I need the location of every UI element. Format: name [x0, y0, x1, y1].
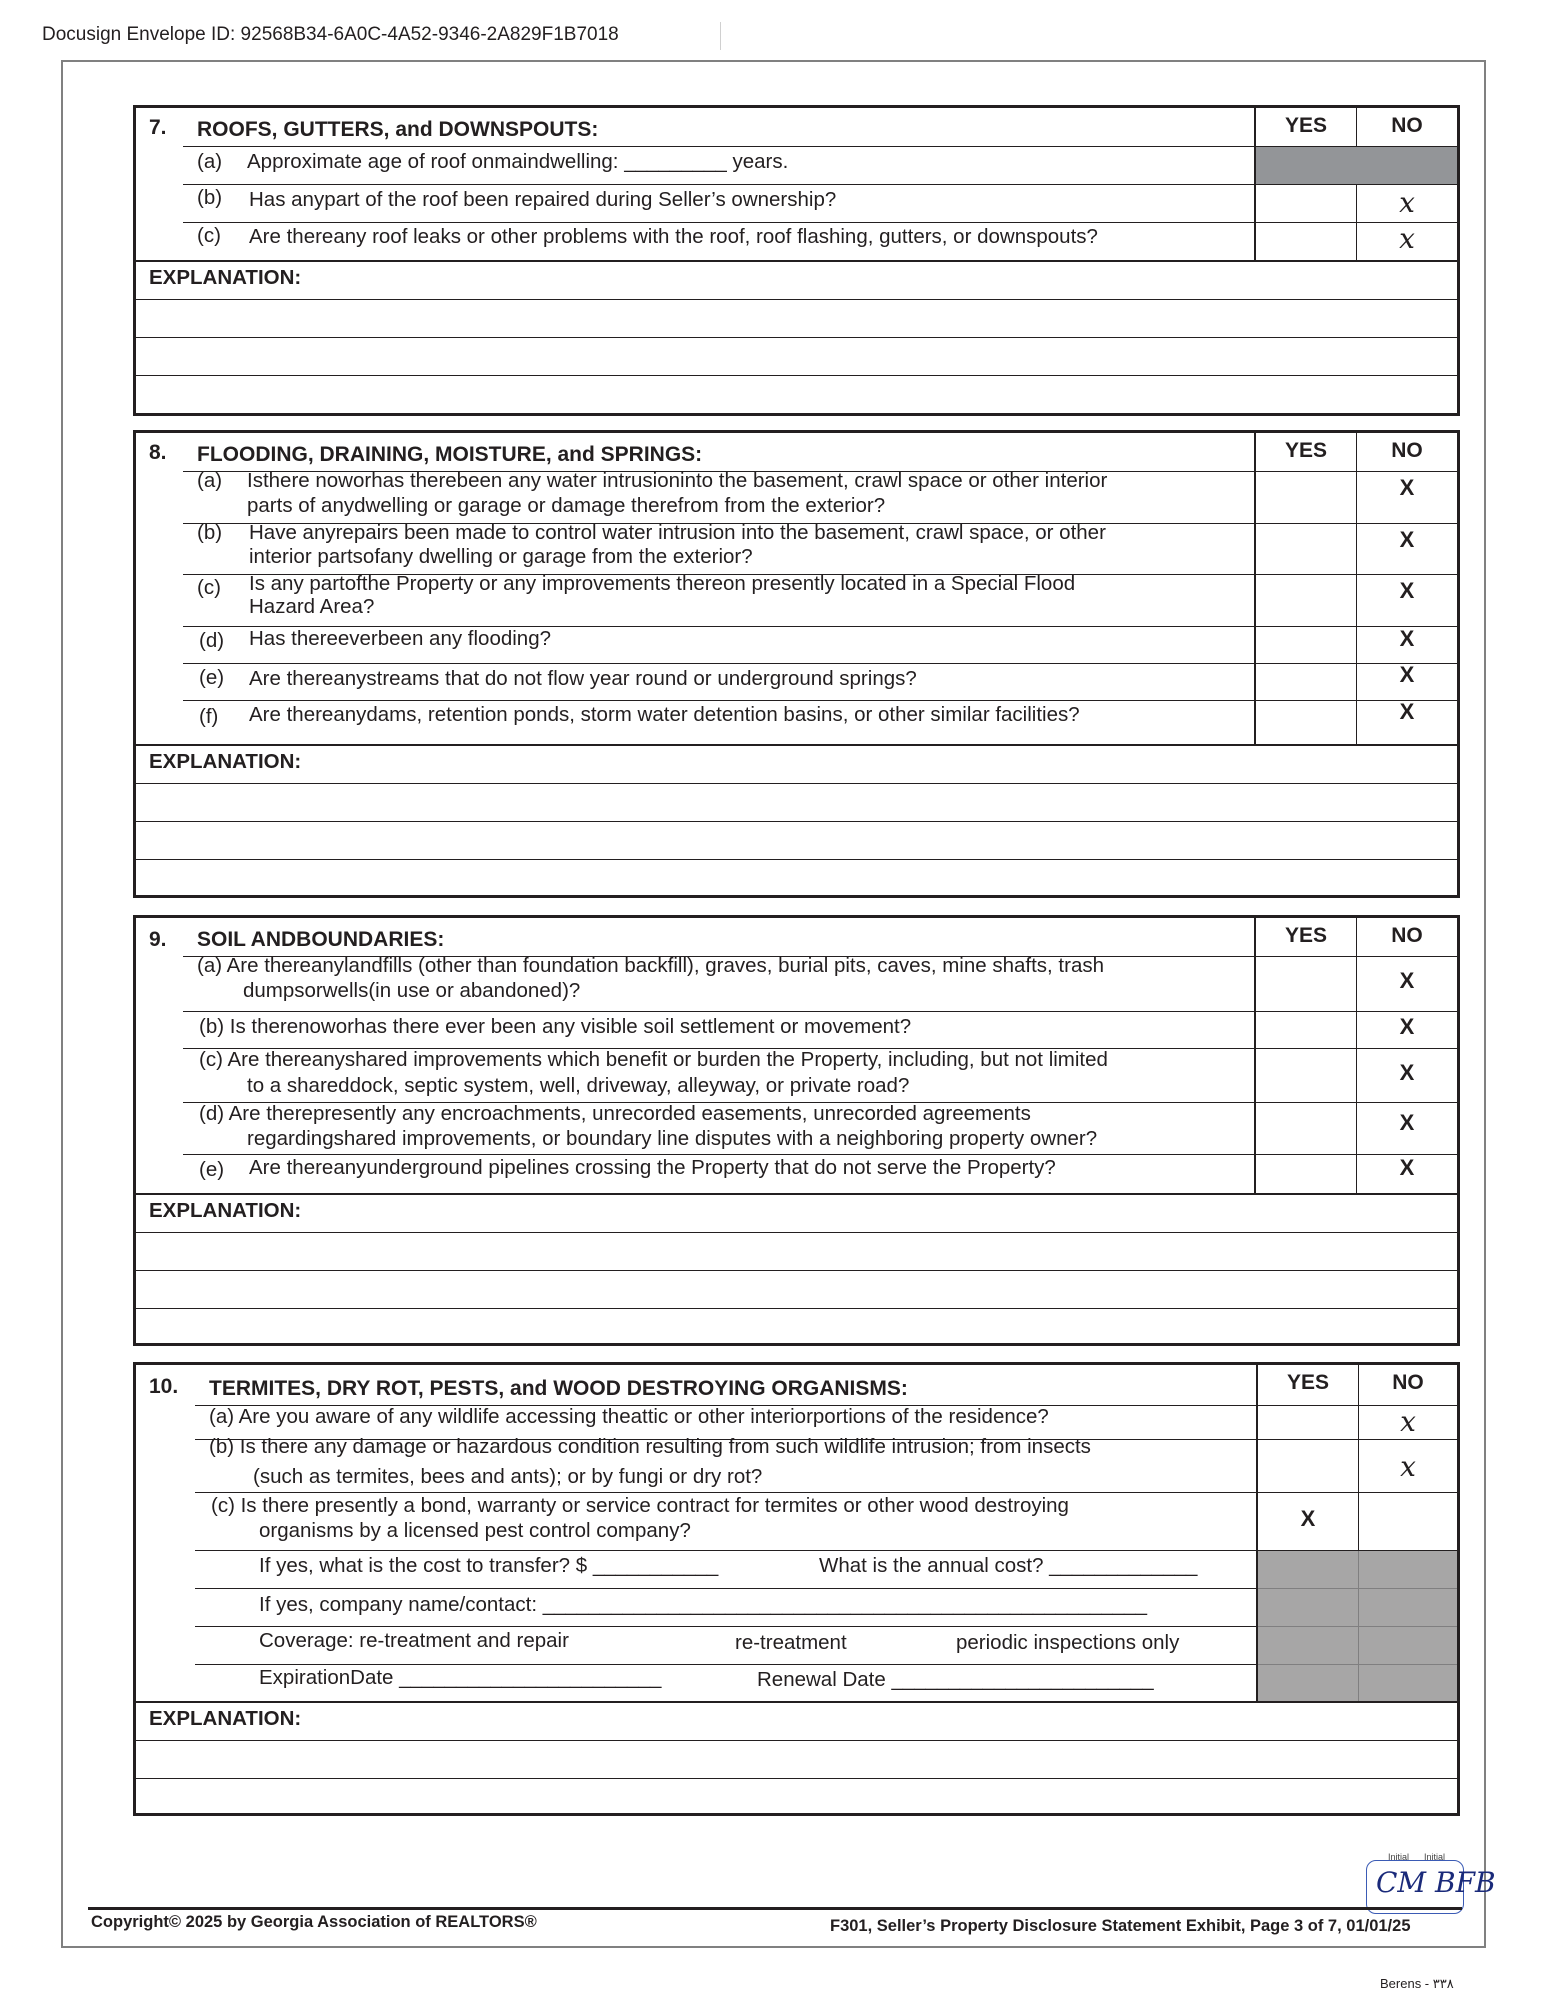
coverage-retreatment-option[interactable]: re-treatment	[735, 1631, 847, 1654]
encroachments-question-line2: regardingshared improvements, or boundary line disputes with a neighboring property owner?	[247, 1127, 1098, 1150]
initial-label: Initial	[1424, 1852, 1446, 1862]
company-contact-field[interactable]: If yes, company name/contact: _____________________________________________________	[259, 1593, 1147, 1616]
item-label: (f)	[199, 705, 219, 728]
termite-bond-question-line2: organisms by a licensed pest control company?	[259, 1519, 691, 1542]
section-number: 10.	[149, 1375, 179, 1398]
item-label: (a)	[197, 469, 223, 492]
roof-repaired-no-mark[interactable]: x	[1399, 186, 1415, 219]
flood-area-question-line2: Hazard Area?	[249, 595, 375, 618]
expiration-date-field[interactable]: ExpirationDate _______________________	[259, 1666, 662, 1689]
section-title: SOIL ANDBOUNDARIES:	[197, 928, 445, 951]
initial-label: Initial	[1388, 1852, 1410, 1862]
wildlife-no-mark[interactable]: x	[1400, 1405, 1416, 1438]
item-label: (d)	[199, 629, 225, 652]
flooding-question: Has thereeverbeen any flooding?	[249, 627, 552, 650]
damage-no-mark[interactable]: x	[1400, 1450, 1416, 1483]
section-title: FLOODING, DRAINING, MOISTURE, and SPRINGS:	[197, 443, 703, 466]
annual-cost-field[interactable]: What is the annual cost? _____________	[819, 1554, 1198, 1577]
coverage-periodic-option[interactable]: periodic inspections only	[956, 1631, 1180, 1654]
flood-area-no-mark[interactable]: X	[1399, 578, 1415, 603]
yes-column-header: YES	[1286, 1371, 1330, 1394]
soil-settlement-no-mark[interactable]: X	[1399, 1014, 1415, 1039]
water-intrusion-no-mark[interactable]: X	[1399, 475, 1415, 500]
item-label: (b)	[197, 186, 223, 209]
landfills-no-mark[interactable]: X	[1399, 968, 1415, 993]
pipelines-question: Are thereanyunderground pipelines crossing the Property that do not serve the Property?	[249, 1156, 1056, 1179]
item-label: (a)	[197, 150, 223, 173]
section-8-flooding	[133, 430, 1460, 898]
section-number: 8.	[149, 441, 167, 464]
encroachments-question-line1: (d) Are therepresently any encroachments, unrecorded easements, unrecorded agreements	[199, 1102, 1031, 1125]
section-title: ROOFS, GUTTERS, and DOWNSPOUTS:	[197, 118, 599, 141]
shared-improvements-question-line1: (c) Are thereanyshared improvements which benefit or burden the Property, including, but not limited	[199, 1048, 1108, 1071]
item-label: (c)	[197, 224, 221, 247]
termite-bond-question-line1: (c) Is there presently a bond, warranty or service contract for termites or other wood destroying	[211, 1494, 1069, 1517]
water-intrusion-question-line1: Isthere noworhas therebeen any water intrusioninto the basement, crawl space or other interior	[247, 469, 1108, 492]
landfills-question-line2: dumpsorwells(in use or abandoned)?	[243, 979, 581, 1002]
item-label: (b)	[197, 521, 223, 544]
no-column-header: NO	[1391, 439, 1423, 462]
section-7-roofs	[133, 105, 1460, 416]
yes-column-header: YES	[1284, 439, 1328, 462]
renewal-date-field[interactable]: Renewal Date _______________________	[757, 1668, 1154, 1691]
copyright-notice: Copyright© 2025 by Georgia Association of REALTORS®	[91, 1913, 537, 1931]
streams-no-mark[interactable]: X	[1399, 662, 1415, 687]
soil-settlement-question: (b) Is therenoworhas there ever been any visible soil settlement or movement?	[199, 1015, 912, 1038]
shared-improvements-no-mark[interactable]: X	[1399, 1060, 1415, 1085]
item-label: (e)	[199, 1158, 225, 1181]
header-divider	[720, 22, 721, 50]
shaded-cell	[1256, 147, 1457, 184]
form-identifier: F301, Seller’s Property Disclosure Statement Exhibit, Page 3 of 7, 01/01/25	[830, 1917, 1411, 1935]
roof-leaks-no-mark[interactable]: x	[1399, 222, 1415, 255]
section-number: 9.	[149, 928, 167, 951]
water-intrusion-question-line2: parts of anydwelling or garage or damage therefrom from the exterior?	[247, 494, 886, 517]
item-label: (c)	[197, 576, 221, 599]
roof-repaired-question: Has anypart of the roof been repaired during Seller’s ownership?	[249, 188, 837, 211]
docusign-envelope-id: Docusign Envelope ID: 92568B34-6A0C-4A52-9346-2A829F1B7018	[42, 24, 619, 45]
roof-leaks-question: Are thereany roof leaks or other problems with the roof, roof flashing, gutters, or downspouts?	[249, 225, 1098, 248]
section-title: TERMITES, DRY ROT, PESTS, and WOOD DESTROYING ORGANISMS:	[209, 1377, 908, 1400]
pipelines-no-mark[interactable]: X	[1399, 1155, 1415, 1180]
no-column-header: NO	[1391, 114, 1423, 137]
roof-age-question: Approximate age of roof onmaindwelling: _________ years.	[247, 150, 789, 173]
shared-improvements-question-line2: to a shareddock, septic system, well, driveway, alleyway, or private road?	[247, 1074, 910, 1097]
yes-column-header: YES	[1284, 924, 1328, 947]
water-repairs-no-mark[interactable]: X	[1399, 527, 1415, 552]
flood-area-question-line1: Is any partofthe Property or any improvements thereon presently located in a Special Flood	[249, 572, 1076, 595]
explanation-label: EXPLANATION:	[149, 1199, 302, 1222]
yes-column-header: YES	[1284, 114, 1328, 137]
explanation-label: EXPLANATION:	[149, 266, 302, 289]
section-number: 7.	[149, 116, 167, 139]
dams-no-mark[interactable]: X	[1399, 699, 1415, 724]
water-repairs-question-line1: Have anyrepairs been made to control water intrusion into the basement, crawl space, or other	[249, 521, 1106, 544]
water-repairs-question-line2: interior partsofany dwelling or garage from the exterior?	[249, 545, 753, 568]
section-9-soil	[133, 915, 1460, 1346]
no-column-header: NO	[1392, 1371, 1424, 1394]
encroachments-no-mark[interactable]: X	[1399, 1110, 1415, 1135]
explanation-label: EXPLANATION:	[149, 750, 302, 773]
item-label: (e)	[199, 666, 225, 689]
dams-question: Are thereanydams, retention ponds, storm water detention basins, or other similar facilities?	[249, 703, 1080, 726]
termite-bond-yes-mark[interactable]: X	[1300, 1506, 1316, 1531]
initials-signature: CM BFB	[1376, 1866, 1496, 1899]
streams-question: Are thereanystreams that do not flow year round or underground springs?	[249, 667, 917, 690]
document-stamp: Berens - ٣٣٨	[1380, 1976, 1454, 1991]
coverage-repair-option[interactable]: Coverage: re-treatment and repair	[259, 1629, 569, 1652]
wildlife-question: (a) Are you aware of any wildlife accessing theattic or other interiorportions of the residence?	[209, 1405, 1049, 1428]
cost-to-transfer-field[interactable]: If yes, what is the cost to transfer? $ ___________	[259, 1554, 719, 1577]
landfills-question-line1: (a) Are thereanylandfills (other than foundation backfill), graves, burial pits, caves, mine shafts, trash	[197, 954, 1105, 977]
explanation-label: EXPLANATION:	[149, 1707, 302, 1730]
no-column-header: NO	[1391, 924, 1423, 947]
damage-question-line2: (such as termites, bees and ants); or by fungi or dry rot?	[253, 1465, 763, 1488]
flooding-no-mark[interactable]: X	[1399, 626, 1415, 651]
damage-question-line1: (b) Is there any damage or hazardous condition resulting from such wildlife intrusion; from insects	[209, 1435, 1091, 1458]
section-10-termites	[133, 1362, 1460, 1816]
footer-divider	[88, 1907, 1462, 1910]
